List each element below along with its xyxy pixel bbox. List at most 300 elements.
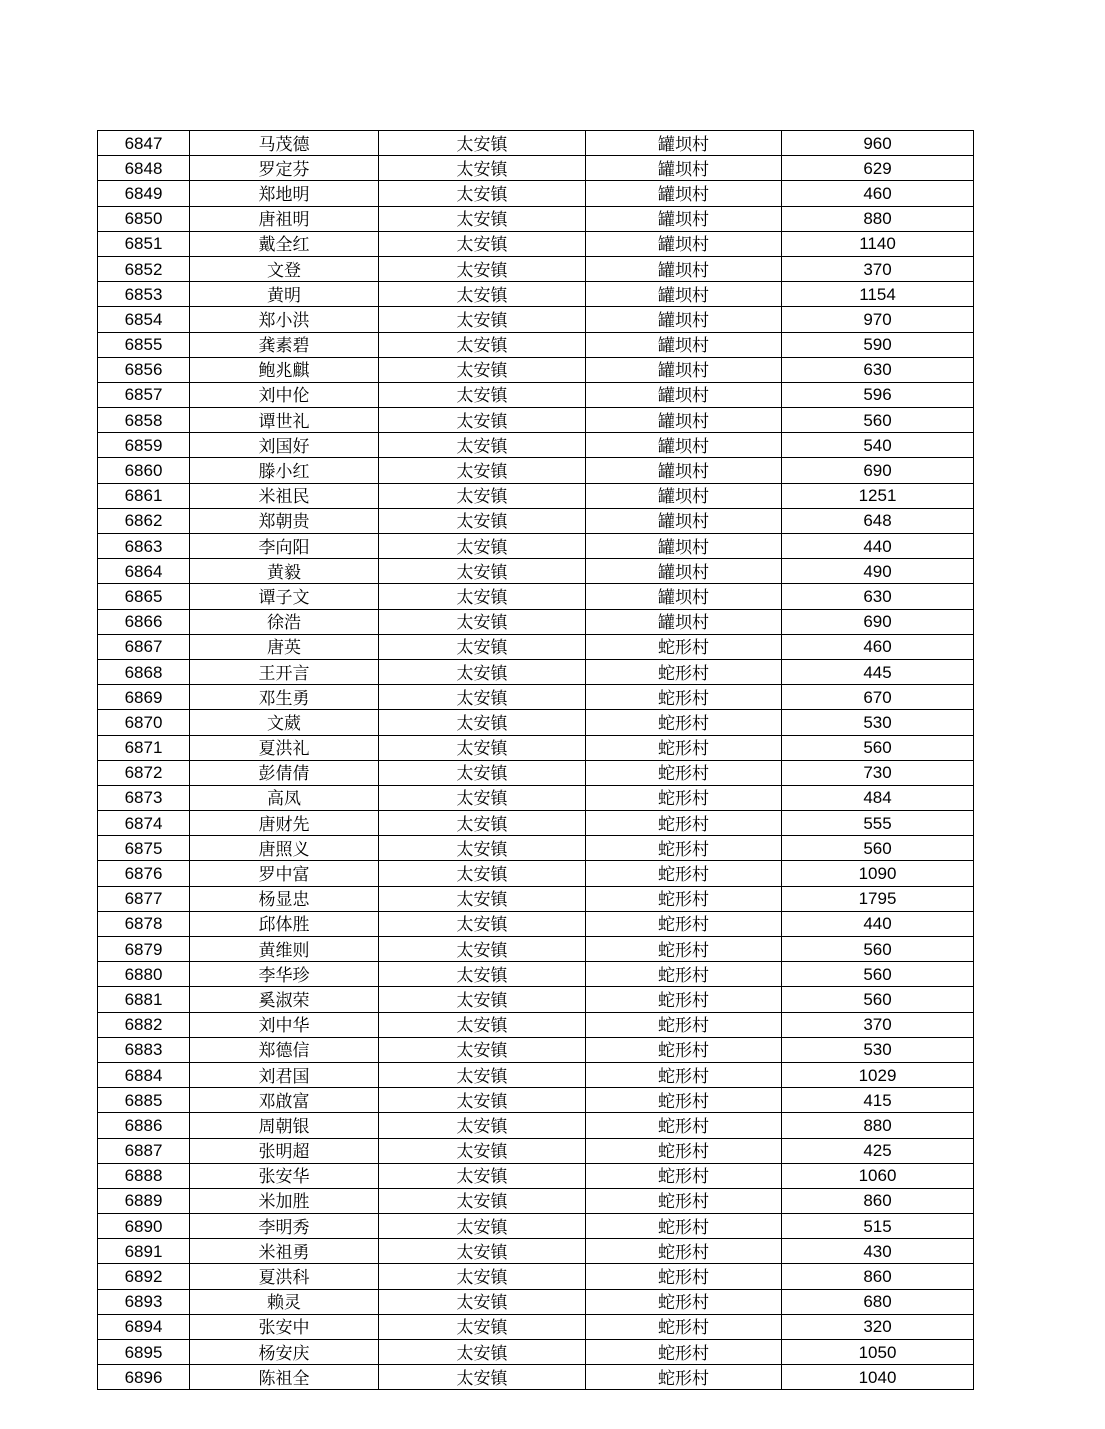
cell-town: 太安镇 — [379, 1037, 586, 1062]
table-row — [98, 181, 974, 206]
cell-town: 太安镇 — [379, 962, 586, 987]
cell-amount: 560 — [782, 408, 974, 433]
table-row — [98, 1365, 974, 1390]
cell-id: 6871 — [98, 735, 190, 760]
cell-village: 蛇形村 — [586, 1264, 782, 1289]
cell-town: 太安镇 — [379, 685, 586, 710]
cell-name: 邱体胜 — [190, 911, 379, 936]
cell-id: 6872 — [98, 760, 190, 785]
table-row — [98, 634, 974, 659]
cell-village: 蛇形村 — [586, 685, 782, 710]
cell-village: 蛇形村 — [586, 811, 782, 836]
cell-village: 罐坝村 — [586, 256, 782, 281]
table-row — [98, 785, 974, 810]
cell-id: 6887 — [98, 1138, 190, 1163]
cell-id: 6889 — [98, 1188, 190, 1213]
cell-name: 夏洪礼 — [190, 735, 379, 760]
cell-name: 滕小红 — [190, 458, 379, 483]
cell-id: 6860 — [98, 458, 190, 483]
cell-amount: 560 — [782, 735, 974, 760]
cell-amount: 370 — [782, 1012, 974, 1037]
cell-name: 周朝银 — [190, 1113, 379, 1138]
table-row — [98, 1037, 974, 1062]
table-row — [98, 131, 974, 156]
cell-amount: 560 — [782, 836, 974, 861]
cell-village: 罐坝村 — [586, 357, 782, 382]
table-row — [98, 1163, 974, 1188]
cell-id: 6867 — [98, 634, 190, 659]
cell-name: 刘国好 — [190, 433, 379, 458]
cell-name: 李向阳 — [190, 534, 379, 559]
cell-village: 蛇形村 — [586, 1365, 782, 1390]
cell-name: 文葳 — [190, 710, 379, 735]
cell-village: 罐坝村 — [586, 534, 782, 559]
cell-id: 6856 — [98, 357, 190, 382]
table-row — [98, 256, 974, 281]
cell-village: 罐坝村 — [586, 433, 782, 458]
cell-amount: 680 — [782, 1289, 974, 1314]
cell-village: 罐坝村 — [586, 307, 782, 332]
table-row — [98, 1138, 974, 1163]
cell-town: 太安镇 — [379, 332, 586, 357]
table-row — [98, 659, 974, 684]
cell-name: 张安华 — [190, 1163, 379, 1188]
cell-name: 谭子文 — [190, 584, 379, 609]
cell-town: 太安镇 — [379, 156, 586, 181]
cell-amount: 1154 — [782, 282, 974, 307]
cell-village: 蛇形村 — [586, 1188, 782, 1213]
cell-id: 6892 — [98, 1264, 190, 1289]
cell-name: 王开言 — [190, 659, 379, 684]
cell-id: 6870 — [98, 710, 190, 735]
cell-amount: 370 — [782, 256, 974, 281]
cell-id: 6886 — [98, 1113, 190, 1138]
cell-village: 罐坝村 — [586, 282, 782, 307]
cell-name: 张安中 — [190, 1314, 379, 1339]
cell-name: 高凤 — [190, 785, 379, 810]
table-row — [98, 735, 974, 760]
cell-name: 郑朝贵 — [190, 508, 379, 533]
cell-amount: 860 — [782, 1264, 974, 1289]
cell-name: 马茂德 — [190, 131, 379, 156]
table-row — [98, 382, 974, 407]
cell-name: 唐照义 — [190, 836, 379, 861]
cell-town: 太安镇 — [379, 1138, 586, 1163]
cell-town: 太安镇 — [379, 1239, 586, 1264]
cell-id: 6853 — [98, 282, 190, 307]
cell-village: 蛇形村 — [586, 1163, 782, 1188]
table-row — [98, 861, 974, 886]
cell-town: 太安镇 — [379, 1214, 586, 1239]
cell-id: 6885 — [98, 1088, 190, 1113]
cell-amount: 460 — [782, 634, 974, 659]
cell-amount: 630 — [782, 584, 974, 609]
cell-village: 罐坝村 — [586, 156, 782, 181]
cell-town: 太安镇 — [379, 534, 586, 559]
cell-id: 6878 — [98, 911, 190, 936]
cell-village: 罐坝村 — [586, 131, 782, 156]
cell-id: 6891 — [98, 1239, 190, 1264]
cell-town: 太安镇 — [379, 231, 586, 256]
cell-amount: 630 — [782, 357, 974, 382]
cell-village: 蛇形村 — [586, 937, 782, 962]
table-row — [98, 710, 974, 735]
cell-village: 蛇形村 — [586, 760, 782, 785]
table-row — [98, 886, 974, 911]
cell-village: 蛇形村 — [586, 1012, 782, 1037]
cell-name: 刘君国 — [190, 1062, 379, 1087]
cell-name: 奚淑荣 — [190, 987, 379, 1012]
cell-id: 6855 — [98, 332, 190, 357]
table-row — [98, 282, 974, 307]
cell-village: 蛇形村 — [586, 1314, 782, 1339]
cell-town: 太安镇 — [379, 1314, 586, 1339]
cell-village: 罐坝村 — [586, 559, 782, 584]
table-row — [98, 1289, 974, 1314]
cell-name: 唐英 — [190, 634, 379, 659]
cell-town: 太安镇 — [379, 458, 586, 483]
cell-amount: 1251 — [782, 483, 974, 508]
cell-name: 郑地明 — [190, 181, 379, 206]
cell-amount: 970 — [782, 307, 974, 332]
cell-id: 6876 — [98, 861, 190, 886]
cell-amount: 540 — [782, 433, 974, 458]
cell-town: 太安镇 — [379, 256, 586, 281]
cell-town: 太安镇 — [379, 911, 586, 936]
data-table — [97, 130, 974, 1390]
cell-village: 罐坝村 — [586, 408, 782, 433]
cell-name: 唐祖明 — [190, 206, 379, 231]
cell-name: 唐财先 — [190, 811, 379, 836]
cell-name: 文登 — [190, 256, 379, 281]
cell-name: 黄明 — [190, 282, 379, 307]
cell-amount: 440 — [782, 911, 974, 936]
cell-town: 太安镇 — [379, 1113, 586, 1138]
cell-id: 6893 — [98, 1289, 190, 1314]
cell-id: 6858 — [98, 408, 190, 433]
cell-id: 6874 — [98, 811, 190, 836]
cell-village: 蛇形村 — [586, 1113, 782, 1138]
cell-town: 太安镇 — [379, 483, 586, 508]
table-row — [98, 1188, 974, 1213]
cell-id: 6847 — [98, 131, 190, 156]
cell-village: 罐坝村 — [586, 181, 782, 206]
cell-amount: 425 — [782, 1138, 974, 1163]
cell-village: 蛇形村 — [586, 659, 782, 684]
cell-town: 太安镇 — [379, 382, 586, 407]
cell-name: 邓生勇 — [190, 685, 379, 710]
table-row — [98, 206, 974, 231]
cell-amount: 1050 — [782, 1340, 974, 1365]
cell-village: 蛇形村 — [586, 735, 782, 760]
cell-amount: 596 — [782, 382, 974, 407]
cell-town: 太安镇 — [379, 408, 586, 433]
cell-amount: 1140 — [782, 231, 974, 256]
cell-name: 李华珍 — [190, 962, 379, 987]
cell-town: 太安镇 — [379, 307, 586, 332]
cell-id: 6890 — [98, 1214, 190, 1239]
cell-amount: 690 — [782, 458, 974, 483]
cell-town: 太安镇 — [379, 584, 586, 609]
cell-amount: 530 — [782, 1037, 974, 1062]
cell-amount: 415 — [782, 1088, 974, 1113]
cell-town: 太安镇 — [379, 785, 586, 810]
table-row — [98, 1314, 974, 1339]
cell-village: 蛇形村 — [586, 1088, 782, 1113]
cell-village: 罐坝村 — [586, 231, 782, 256]
cell-id: 6852 — [98, 256, 190, 281]
cell-id: 6888 — [98, 1163, 190, 1188]
cell-village: 蛇形村 — [586, 836, 782, 861]
cell-name: 米祖勇 — [190, 1239, 379, 1264]
cell-id: 6864 — [98, 559, 190, 584]
cell-amount: 1795 — [782, 886, 974, 911]
cell-id: 6877 — [98, 886, 190, 911]
cell-id: 6882 — [98, 1012, 190, 1037]
cell-amount: 590 — [782, 332, 974, 357]
cell-town: 太安镇 — [379, 735, 586, 760]
table-row — [98, 760, 974, 785]
table-row — [98, 1214, 974, 1239]
cell-id: 6873 — [98, 785, 190, 810]
table-body — [98, 131, 974, 1390]
cell-name: 赖灵 — [190, 1289, 379, 1314]
cell-name: 罗定芬 — [190, 156, 379, 181]
cell-town: 太安镇 — [379, 609, 586, 634]
table-row — [98, 987, 974, 1012]
cell-id: 6859 — [98, 433, 190, 458]
cell-village: 蛇形村 — [586, 861, 782, 886]
cell-name: 张明超 — [190, 1138, 379, 1163]
table-row — [98, 1264, 974, 1289]
cell-town: 太安镇 — [379, 131, 586, 156]
cell-town: 太安镇 — [379, 987, 586, 1012]
cell-village: 罐坝村 — [586, 332, 782, 357]
table-row — [98, 408, 974, 433]
cell-name: 黄维则 — [190, 937, 379, 962]
cell-town: 太安镇 — [379, 206, 586, 231]
cell-town: 太安镇 — [379, 659, 586, 684]
cell-town: 太安镇 — [379, 634, 586, 659]
cell-village: 蛇形村 — [586, 911, 782, 936]
cell-village: 蛇形村 — [586, 987, 782, 1012]
table-row — [98, 1113, 974, 1138]
cell-id: 6866 — [98, 609, 190, 634]
cell-village: 蛇形村 — [586, 1062, 782, 1087]
table-row — [98, 609, 974, 634]
cell-name: 李明秀 — [190, 1214, 379, 1239]
cell-name: 鲍兆麒 — [190, 357, 379, 382]
cell-village: 蛇形村 — [586, 1289, 782, 1314]
table-row — [98, 962, 974, 987]
cell-village: 罐坝村 — [586, 483, 782, 508]
cell-village: 罐坝村 — [586, 382, 782, 407]
cell-village: 罐坝村 — [586, 584, 782, 609]
cell-amount: 430 — [782, 1239, 974, 1264]
cell-name: 杨安庆 — [190, 1340, 379, 1365]
cell-name: 龚素碧 — [190, 332, 379, 357]
cell-amount: 515 — [782, 1214, 974, 1239]
cell-town: 太安镇 — [379, 886, 586, 911]
cell-id: 6895 — [98, 1340, 190, 1365]
cell-town: 太安镇 — [379, 937, 586, 962]
table-row — [98, 1239, 974, 1264]
cell-village: 罐坝村 — [586, 508, 782, 533]
cell-name: 彭倩倩 — [190, 760, 379, 785]
cell-id: 6879 — [98, 937, 190, 962]
cell-id: 6894 — [98, 1314, 190, 1339]
cell-town: 太安镇 — [379, 282, 586, 307]
cell-village: 蛇形村 — [586, 710, 782, 735]
table-row — [98, 559, 974, 584]
cell-town: 太安镇 — [379, 1188, 586, 1213]
table-row — [98, 433, 974, 458]
cell-village: 罐坝村 — [586, 206, 782, 231]
table-row — [98, 836, 974, 861]
cell-town: 太安镇 — [379, 1264, 586, 1289]
cell-village: 罐坝村 — [586, 609, 782, 634]
cell-id: 6884 — [98, 1062, 190, 1087]
cell-town: 太安镇 — [379, 1163, 586, 1188]
cell-name: 黄毅 — [190, 559, 379, 584]
cell-id: 6883 — [98, 1037, 190, 1062]
cell-name: 夏洪科 — [190, 1264, 379, 1289]
cell-id: 6863 — [98, 534, 190, 559]
cell-name: 刘中伦 — [190, 382, 379, 407]
cell-amount: 560 — [782, 937, 974, 962]
cell-name: 陈祖全 — [190, 1365, 379, 1390]
cell-town: 太安镇 — [379, 1340, 586, 1365]
cell-id: 6865 — [98, 584, 190, 609]
table-row — [98, 811, 974, 836]
cell-amount: 880 — [782, 206, 974, 231]
cell-name: 杨显忠 — [190, 886, 379, 911]
cell-amount: 484 — [782, 785, 974, 810]
cell-amount: 560 — [782, 962, 974, 987]
cell-town: 太安镇 — [379, 559, 586, 584]
cell-amount: 1060 — [782, 1163, 974, 1188]
cell-name: 徐浩 — [190, 609, 379, 634]
cell-id: 6881 — [98, 987, 190, 1012]
table-row — [98, 937, 974, 962]
cell-id: 6861 — [98, 483, 190, 508]
cell-amount: 1040 — [782, 1365, 974, 1390]
cell-village: 蛇形村 — [586, 1138, 782, 1163]
cell-id: 6850 — [98, 206, 190, 231]
cell-id: 6875 — [98, 836, 190, 861]
table-row — [98, 1062, 974, 1087]
cell-village: 蛇形村 — [586, 1340, 782, 1365]
cell-town: 太安镇 — [379, 1088, 586, 1113]
cell-name: 戴全红 — [190, 231, 379, 256]
cell-town: 太安镇 — [379, 811, 586, 836]
cell-town: 太安镇 — [379, 760, 586, 785]
cell-id: 6848 — [98, 156, 190, 181]
cell-id: 6851 — [98, 231, 190, 256]
table-row — [98, 458, 974, 483]
table-row — [98, 911, 974, 936]
cell-town: 太安镇 — [379, 508, 586, 533]
cell-name: 郑小洪 — [190, 307, 379, 332]
cell-village: 蛇形村 — [586, 962, 782, 987]
cell-village: 蛇形村 — [586, 1239, 782, 1264]
cell-amount: 560 — [782, 987, 974, 1012]
cell-amount: 690 — [782, 609, 974, 634]
cell-name: 郑德信 — [190, 1037, 379, 1062]
cell-amount: 629 — [782, 156, 974, 181]
cell-amount: 670 — [782, 685, 974, 710]
table-row — [98, 584, 974, 609]
cell-amount: 730 — [782, 760, 974, 785]
cell-village: 罐坝村 — [586, 458, 782, 483]
table-row — [98, 231, 974, 256]
cell-town: 太安镇 — [379, 836, 586, 861]
cell-village: 蛇形村 — [586, 1037, 782, 1062]
cell-amount: 880 — [782, 1113, 974, 1138]
cell-id: 6896 — [98, 1365, 190, 1390]
cell-town: 太安镇 — [379, 357, 586, 382]
cell-village: 蛇形村 — [586, 1214, 782, 1239]
cell-town: 太安镇 — [379, 1365, 586, 1390]
cell-id: 6862 — [98, 508, 190, 533]
cell-amount: 860 — [782, 1188, 974, 1213]
cell-village: 蛇形村 — [586, 886, 782, 911]
cell-amount: 440 — [782, 534, 974, 559]
table-row — [98, 307, 974, 332]
cell-village: 蛇形村 — [586, 785, 782, 810]
table-row — [98, 1340, 974, 1365]
cell-town: 太安镇 — [379, 181, 586, 206]
cell-amount: 490 — [782, 559, 974, 584]
cell-town: 太安镇 — [379, 710, 586, 735]
cell-id: 6880 — [98, 962, 190, 987]
cell-name: 米祖民 — [190, 483, 379, 508]
cell-village: 蛇形村 — [586, 634, 782, 659]
cell-name: 罗中富 — [190, 861, 379, 886]
cell-town: 太安镇 — [379, 433, 586, 458]
table-row — [98, 685, 974, 710]
cell-name: 米加胜 — [190, 1188, 379, 1213]
cell-town: 太安镇 — [379, 1289, 586, 1314]
cell-id: 6869 — [98, 685, 190, 710]
cell-id: 6857 — [98, 382, 190, 407]
table-row — [98, 483, 974, 508]
cell-id: 6868 — [98, 659, 190, 684]
table-row — [98, 357, 974, 382]
table-row — [98, 508, 974, 533]
cell-name: 邓啟富 — [190, 1088, 379, 1113]
cell-amount: 960 — [782, 131, 974, 156]
table-row — [98, 534, 974, 559]
cell-name: 谭世礼 — [190, 408, 379, 433]
cell-id: 6854 — [98, 307, 190, 332]
cell-town: 太安镇 — [379, 1062, 586, 1087]
table-row — [98, 156, 974, 181]
table-row — [98, 1012, 974, 1037]
cell-town: 太安镇 — [379, 861, 586, 886]
cell-name: 刘中华 — [190, 1012, 379, 1037]
cell-amount: 648 — [782, 508, 974, 533]
cell-amount: 460 — [782, 181, 974, 206]
cell-town: 太安镇 — [379, 1012, 586, 1037]
cell-amount: 530 — [782, 710, 974, 735]
table-row — [98, 1088, 974, 1113]
cell-amount: 445 — [782, 659, 974, 684]
cell-amount: 1090 — [782, 861, 974, 886]
cell-id: 6849 — [98, 181, 190, 206]
table-row — [98, 332, 974, 357]
cell-amount: 555 — [782, 811, 974, 836]
